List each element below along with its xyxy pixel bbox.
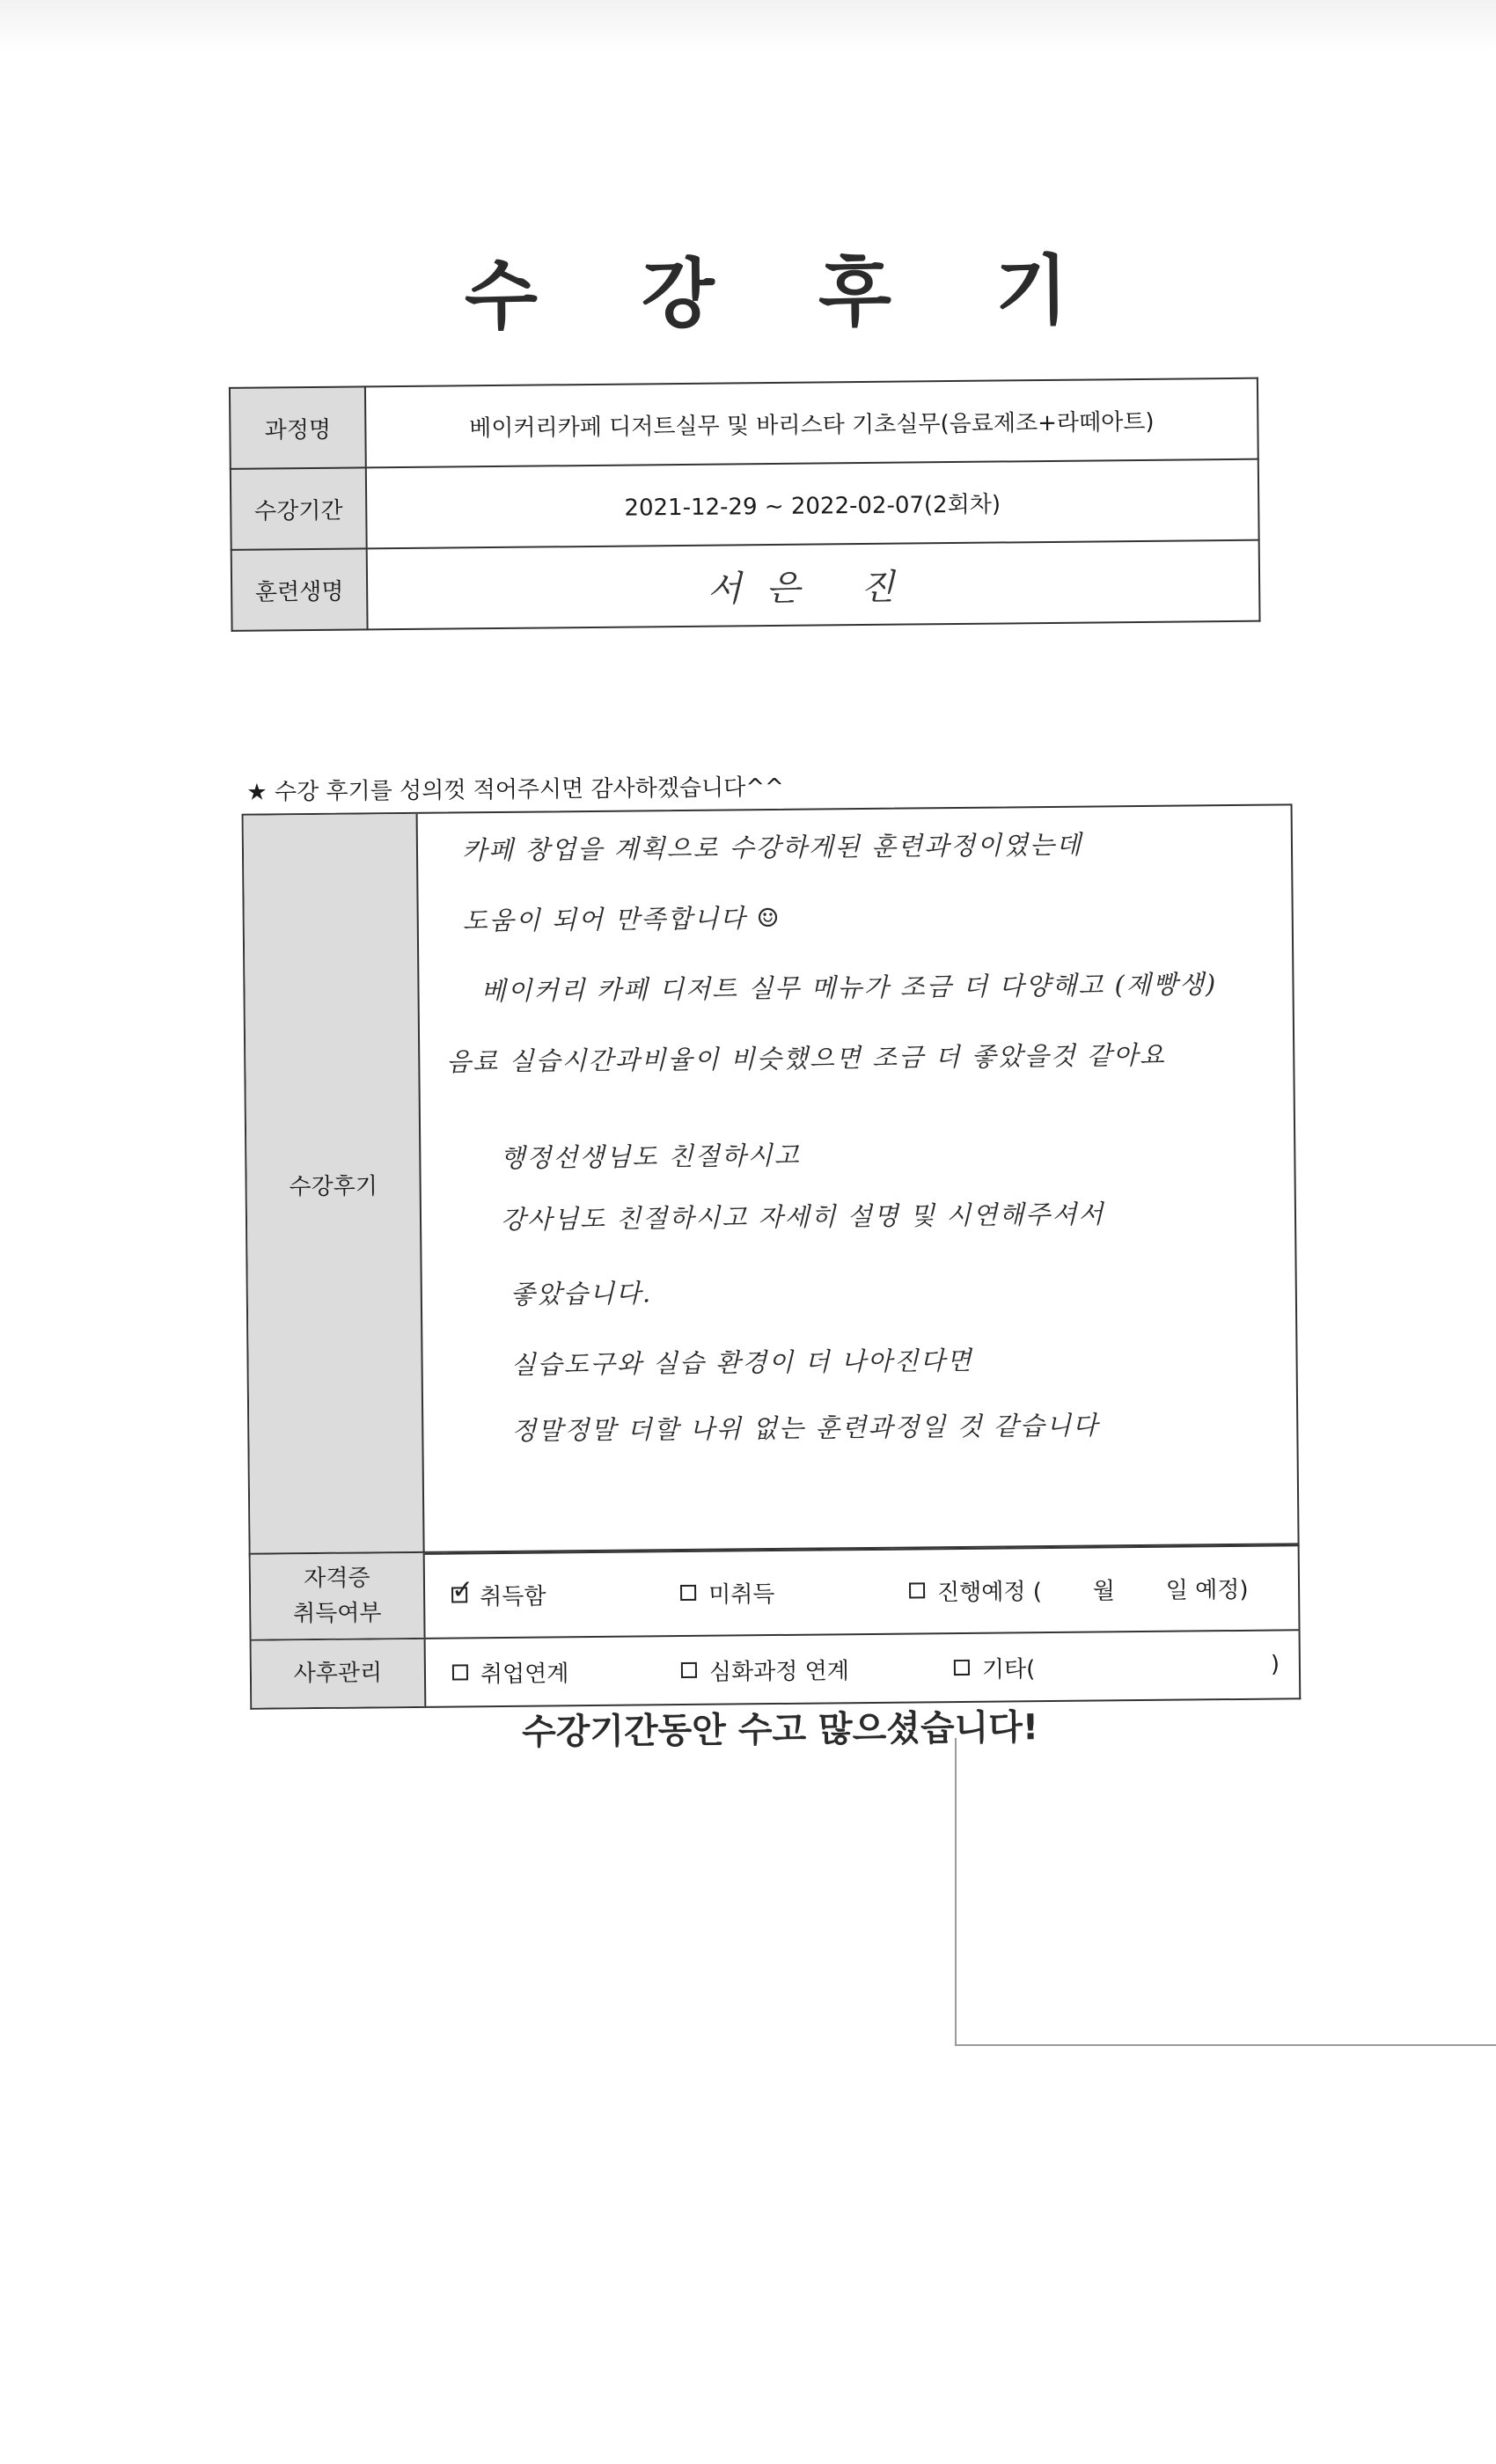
aftercare-label: 사후관리 [252,1639,427,1708]
option-advanced[interactable] [681,1653,849,1687]
period-label: 수강기간 [231,467,367,549]
aftercare-options [426,1631,1300,1706]
certificate-label-line2: 취득여부 [292,1600,382,1628]
certificate-options [425,1544,1299,1638]
checkbox-advanced[interactable] [681,1662,697,1678]
review-label: 수강후기 [244,814,425,1555]
aftercare-row [252,1629,1300,1707]
course-value: 베이커리카페 디저트실무 및 바리스타 기초실무(음료제조+라떼아트) [365,378,1258,468]
option-not-acquired-label: 미취득 [708,1580,775,1609]
review-form [220,201,1312,1753]
checkbox-acquired[interactable] [451,1574,474,1606]
option-not-acquired[interactable] [680,1576,775,1610]
checkmark-icon: ✓ [451,1574,474,1606]
checkbox-not-acquired[interactable] [680,1585,696,1601]
option-employment[interactable] [452,1655,569,1689]
trainee-value-cell [367,540,1260,630]
review-body [418,805,1298,1552]
period-row [231,459,1259,550]
option-in-progress-label: 진행예정 ( 월 일 예정) [936,1576,1249,1606]
review-section [242,803,1300,1556]
option-advanced-label: 심화과정 연계 [708,1657,850,1686]
trainee-row [231,540,1260,631]
notice-text: ★ 수강 후기를 성의껏 적어주시면 감사하겠습니다^^ [246,774,784,806]
checkbox-in-progress[interactable] [909,1582,925,1598]
certificate-label [251,1553,426,1639]
option-other-close-paren: ) [1270,1651,1280,1678]
option-in-progress[interactable] [909,1571,1249,1607]
option-acquired-label: 취득함 [479,1583,546,1610]
closing-message: 수강기간동안 수고 많으셨습니다! [521,1707,1039,1753]
review-line: 좋았습니다. [510,1278,653,1309]
option-other-close [1271,1652,1280,1678]
course-label: 과정명 [230,386,366,468]
option-acquired[interactable] [451,1574,546,1611]
period-value: 2021-12-29 ~ 2022-02-07(2회차) [366,459,1259,549]
option-employment-label: 취업연계 [480,1660,569,1688]
trainee-name-handwritten: 서은 진 [707,566,920,610]
paper-fold-edge [955,1738,1496,2046]
course-row [230,378,1258,469]
review-line: 카페 창업을 계획으로 수강하게된 훈련과정이였는데 [461,829,1083,866]
option-other[interactable] [954,1651,1036,1684]
review-line: 강사님도 친절하시고 자세히 설명 및 시연해주셔서 [500,1199,1105,1235]
review-line: 도움이 되어 만족합니다 ☺ [462,902,781,936]
checkbox-other[interactable] [954,1660,970,1676]
certificate-row [251,1543,1299,1639]
review-line: 행정선생님도 친절하시고 [500,1140,801,1173]
certificate-label-line1: 자격증 [304,1565,370,1593]
course-info-table [229,378,1261,632]
trainee-label: 훈련생명 [231,548,368,630]
review-line: 음료 실습시간과비율이 비슷했으면 조금 더 좋았을것 같아요 [446,1039,1167,1077]
review-line: 정말정말 더할 나위 없는 훈련과정일 것 같습니다 [511,1410,1100,1446]
page-title: 수 강 후 기 [464,246,1108,341]
review-line: 실습도구와 실습 환경이 더 나아진다면 [510,1345,973,1380]
checkbox-employment[interactable] [452,1664,468,1680]
review-line: 베이커리 카페 디저트 실무 메뉴가 조금 더 다양해고 (제빵생) [480,969,1218,1007]
scan-edge [0,0,1496,53]
option-other-label: 기타( [981,1655,1036,1683]
status-rows [249,1543,1302,1709]
